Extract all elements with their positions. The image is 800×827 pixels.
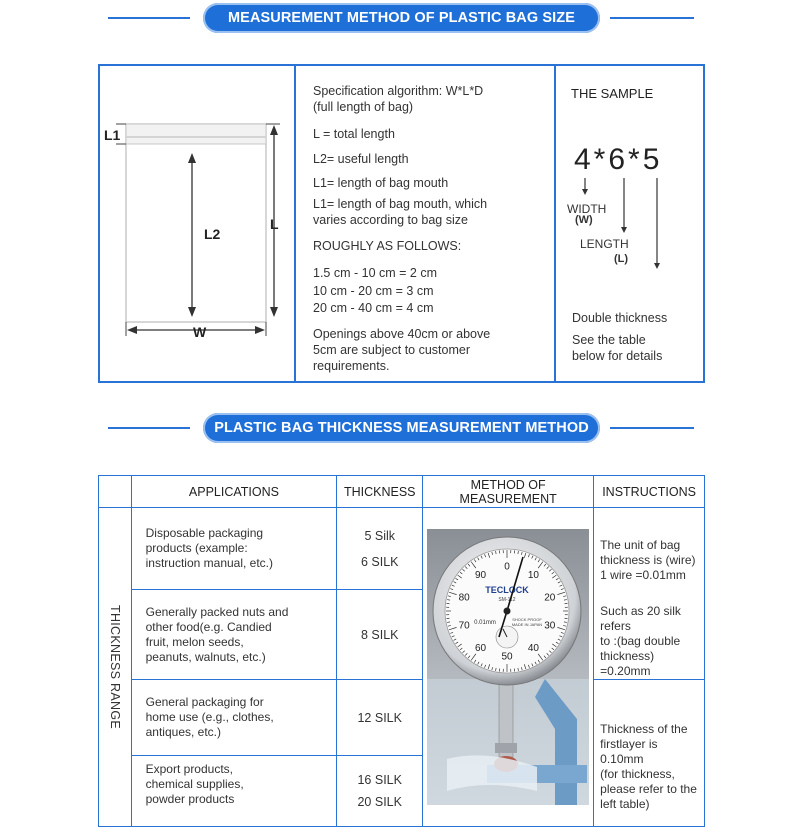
spec-line: Specification algorithm: W*L*D <box>313 83 483 99</box>
sample-formula: 4*6*5 <box>574 143 662 177</box>
spec-line: varies according to bag size <box>313 212 468 228</box>
table-row-application <box>131 508 337 590</box>
thickness-table <box>98 475 705 827</box>
header-instructions: INSTRUCTIONS <box>594 476 705 508</box>
instruction-line: left table) <box>600 797 704 812</box>
spec-line: 1.5 cm - 10 cm = 2 cm <box>313 265 437 281</box>
sample-width-abbr: (W) <box>575 212 593 228</box>
instruction-line: thickness is (wire) <box>600 553 704 568</box>
instruction-line: please refer to the <box>600 782 704 797</box>
header-method <box>423 476 594 508</box>
label-l1: L1 <box>104 127 120 143</box>
banner-rule-right <box>610 427 694 429</box>
sample-width-label: WIDTH <box>567 201 606 217</box>
dial-number: 60 <box>475 643 487 654</box>
spec-line: 5cm are subject to customer <box>313 342 470 358</box>
spec-line: requirements. <box>313 358 389 374</box>
thickness-method-banner: PLASTIC BAG THICKNESS MEASUREMENT METHOD <box>203 413 600 443</box>
app-line: peanuts, walnuts, etc.) <box>146 650 337 665</box>
instruction-line: (for thickness, <box>600 767 704 782</box>
thickness-value: 16 SILK <box>337 769 422 791</box>
dial-number: 20 <box>544 593 556 604</box>
size-divider-1 <box>294 64 296 383</box>
header-method-line: MEASUREMENT <box>423 492 593 506</box>
gauge-mark: MADE IN JAPAN <box>512 622 542 627</box>
app-line: Export products, <box>146 762 337 777</box>
app-line: home use (e.g., clothes, <box>146 710 337 725</box>
gauge-photo-cell <box>423 508 594 827</box>
dial-number: 50 <box>502 652 514 663</box>
table-row-thickness <box>337 756 423 827</box>
banner-rule-right <box>610 17 694 19</box>
thickness-value: 12 SILK <box>337 711 422 725</box>
sample-double-thickness: Double thickness <box>572 310 667 326</box>
table-row-thickness <box>337 590 423 680</box>
bag-mouth-band <box>126 124 266 144</box>
spec-line: L1= length of bag mouth <box>313 175 448 191</box>
table-row-application <box>131 680 337 756</box>
thickness-value: 6 SILK <box>337 549 422 575</box>
thickness-value: 20 SILK <box>337 791 422 813</box>
spec-line: ROUGHLY AS FOLLOWS: <box>313 238 461 254</box>
spec-line: Openings above 40cm or above <box>313 326 490 342</box>
app-line: powder products <box>146 792 337 807</box>
instruction-line: 1 wire =0.01mm <box>600 568 704 583</box>
instruction-line: Such as 20 silk refers <box>600 604 704 634</box>
sample-length-label: LENGTH <box>580 236 629 252</box>
dial-number: 10 <box>528 570 540 581</box>
gauge-unit: 0.01mm <box>474 620 496 626</box>
instruction-line: thickness) =0.20mm <box>600 649 704 679</box>
sample-length-abbr: (L) <box>614 251 628 267</box>
dial-number: 70 <box>459 620 471 631</box>
size-divider-2 <box>554 64 556 383</box>
app-line: General packaging for <box>146 695 337 710</box>
instruction-cell <box>594 508 705 680</box>
app-line: antiques, etc.) <box>146 725 337 740</box>
spec-line: (full length of bag) <box>313 99 413 115</box>
header-method-line: METHOD OF <box>423 478 593 492</box>
app-line: instruction manual, etc.) <box>146 556 337 571</box>
thickness-value: 8 SILK <box>337 628 422 642</box>
dial-gauge-photo <box>427 529 589 805</box>
sample-see-table: See the table <box>572 332 646 348</box>
app-line: fruit, melon seeds, <box>146 635 337 650</box>
banner-rule-left <box>108 17 190 19</box>
dial-number: 0 <box>504 562 510 573</box>
table-row-thickness <box>337 508 423 590</box>
dial-number: 80 <box>459 593 471 604</box>
dial-number: 90 <box>475 570 487 581</box>
label-l2: L2 <box>204 226 220 242</box>
instruction-line: Thickness of the <box>600 722 704 737</box>
header-thickness: THICKNESS <box>337 476 423 508</box>
instruction-line: to :(bag double <box>600 634 704 649</box>
app-line: products (example: <box>146 541 337 556</box>
size-method-banner: MEASUREMENT METHOD OF PLASTIC BAG SIZE <box>203 3 600 33</box>
spec-line: 20 cm - 40 cm = 4 cm <box>313 300 434 316</box>
dial-number: 30 <box>544 620 556 631</box>
spec-line: L2= useful length <box>313 151 409 167</box>
app-line: other food(e.g. Candied <box>146 620 337 635</box>
app-line: Disposable packaging <box>146 526 337 541</box>
app-line: Generally packed nuts and <box>146 605 337 620</box>
table-row-application <box>131 756 337 827</box>
thickness-range-label-cell <box>99 508 132 827</box>
header-applications: APPLICATIONS <box>131 476 337 508</box>
gauge-brand: TECLOCK <box>485 585 529 595</box>
bag-outline <box>126 124 266 322</box>
spec-line: L = total length <box>313 126 395 142</box>
instruction-line: The unit of bag <box>600 538 704 553</box>
banner-rule-left <box>108 427 190 429</box>
dial-number: 40 <box>528 643 540 654</box>
thickness-range-label: THICKNESS RANGE <box>108 605 122 729</box>
bag-size-diagram <box>100 110 292 350</box>
app-line: chemical supplies, <box>146 777 337 792</box>
thickness-value: 5 Silk <box>337 523 422 549</box>
table-corner <box>99 476 132 508</box>
label-w: W <box>193 324 206 340</box>
gauge-mark: SHOCK PROOF <box>512 617 542 622</box>
spec-line: L1= length of bag mouth, which <box>313 196 487 212</box>
instruction-line: firstlayer is 0.10mm <box>600 737 704 767</box>
instruction-cell <box>594 680 705 827</box>
sample-title: THE SAMPLE <box>571 86 653 102</box>
label-l: L <box>270 216 279 232</box>
gauge-model: SM-112 <box>499 597 516 603</box>
sample-see-table: below for details <box>572 348 662 364</box>
spec-line: 10 cm - 20 cm = 3 cm <box>313 283 434 299</box>
table-row-application <box>131 590 337 680</box>
table-row-thickness <box>337 680 423 756</box>
